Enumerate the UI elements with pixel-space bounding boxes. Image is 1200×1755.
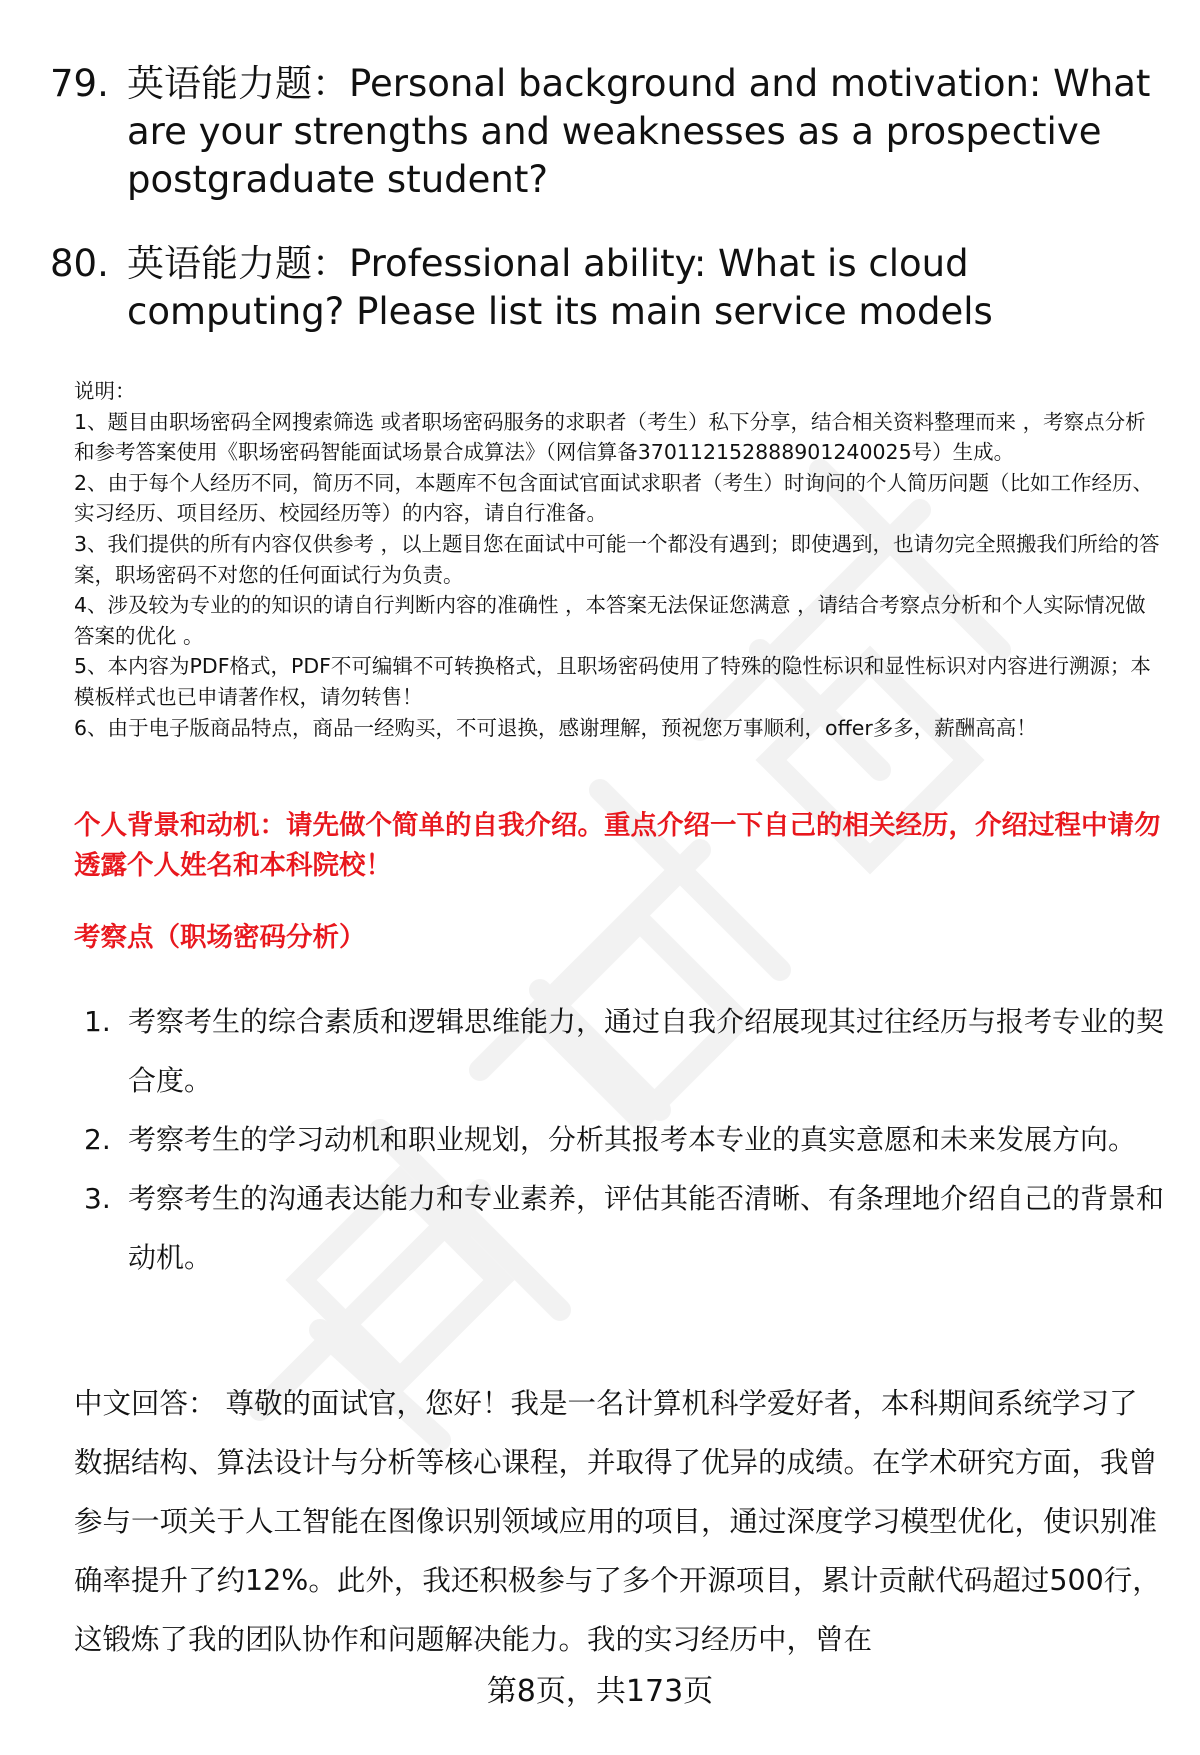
note-line: 6、由于电子版商品特点，商品一经购买，不可退换，感谢理解，预祝您万事顺利，offer多多，薪酬高高！ xyxy=(74,715,1037,740)
note-line: 5、本内容为PDF格式，PDF不可编辑不可转换格式，且职场密码使用了特殊的隐性标识和显性标识对内容进行溯源；本模板样式也已申请著作权，请勿转售！ xyxy=(74,654,1151,709)
question-number: 80. xyxy=(50,242,109,285)
list-item xyxy=(84,992,1164,1110)
note-line: 1、题目由职场密码全网搜索筛选 或者职场密码服务的求职者（考生）私下分享，结合相关资料整理而来 ，考察点分析和参考答案使用《职场密码智能面试场景合成算法》（网信算备370112152888901240025号）生成。 xyxy=(74,409,1146,465)
notes-title: 说明： xyxy=(74,379,136,403)
note-line: 2、由于每个人经历不同，简历不同，本题库不包含面试官面试求职者（考生）时询问的个人简历问题（比如工作经历、实习经历、项目经历、校园经历等）的内容，请自行准备。 xyxy=(74,470,1154,526)
note-line: 4、涉及较为专业的的知识的请自行判断内容的准确性 ，本答案无法保证您满意 ，请结合考察点分析和个人实际情况做答案的优化 。 xyxy=(74,593,1146,648)
page-footer: 第8页，共173页 xyxy=(486,1674,714,1709)
list-item-number: 1. xyxy=(84,1005,111,1038)
analysis-heading: 考察点（职场密码分析） xyxy=(74,922,366,953)
list-item-text: 考察考生的沟通表达能力和专业素养，评估其能否清晰、有条理地介绍自己的背景和动机。 xyxy=(128,1182,1165,1274)
answer-paragraph: 中文回答： 尊敬的面试官，您好！我是一名计算机科学爱好者，本科期间系统学习了数据结构、算法设计与分析等核心课程，并取得了优异的成绩。在学术研究方面，我曾参与一项关于人工智能在图像识别领域应用的项目，通过深度学习模型优化，使识别准确率提升了约12%。此外，我还积极参与了多个开源项目，累计贡献代码超过500行，这锻炼了我的团队协作和问题解决能力。我的实习经历中，曾在 xyxy=(74,1387,1161,1656)
note-line: 3、我们提供的所有内容仅供参考 ，以上题目您在面试中可能一个都没有遇到；即使遇到，也请勿完全照搬我们所给的答案，职场密码不对您的任何面试行为负责。 xyxy=(74,531,1160,587)
question-80 xyxy=(50,240,1170,336)
list-item-number: 3. xyxy=(84,1182,111,1215)
list-item-text: 考察考生的综合素质和逻辑思维能力，通过自我介绍展现其过往经历与报考专业的契合度。 xyxy=(128,1005,1165,1097)
list-item-number: 2. xyxy=(84,1123,111,1156)
list-item xyxy=(84,1110,1164,1169)
question-text: 英语能力题：Personal background and motivation: What are your strengths and weaknesses as a prospective postgraduate student? xyxy=(127,62,1151,201)
question-number: 79. xyxy=(50,62,109,105)
list-item-text: 考察考生的学习动机和职业规划，分析其报考本专业的真实意愿和未来发展方向。 xyxy=(128,1123,1137,1156)
disclaimer-notes xyxy=(74,376,1164,743)
question-79 xyxy=(50,60,1170,204)
question-text: 英语能力题：Professional ability: What is cloud computing? Please list its main service models xyxy=(127,242,993,333)
analysis-points xyxy=(84,992,1164,1287)
list-item xyxy=(84,1169,1164,1287)
section-heading: 个人背景和动机：请先做个简单的自我介绍。重点介绍一下自己的相关经历，介绍过程中请勿透露个人姓名和本科院校！ xyxy=(74,810,1161,881)
